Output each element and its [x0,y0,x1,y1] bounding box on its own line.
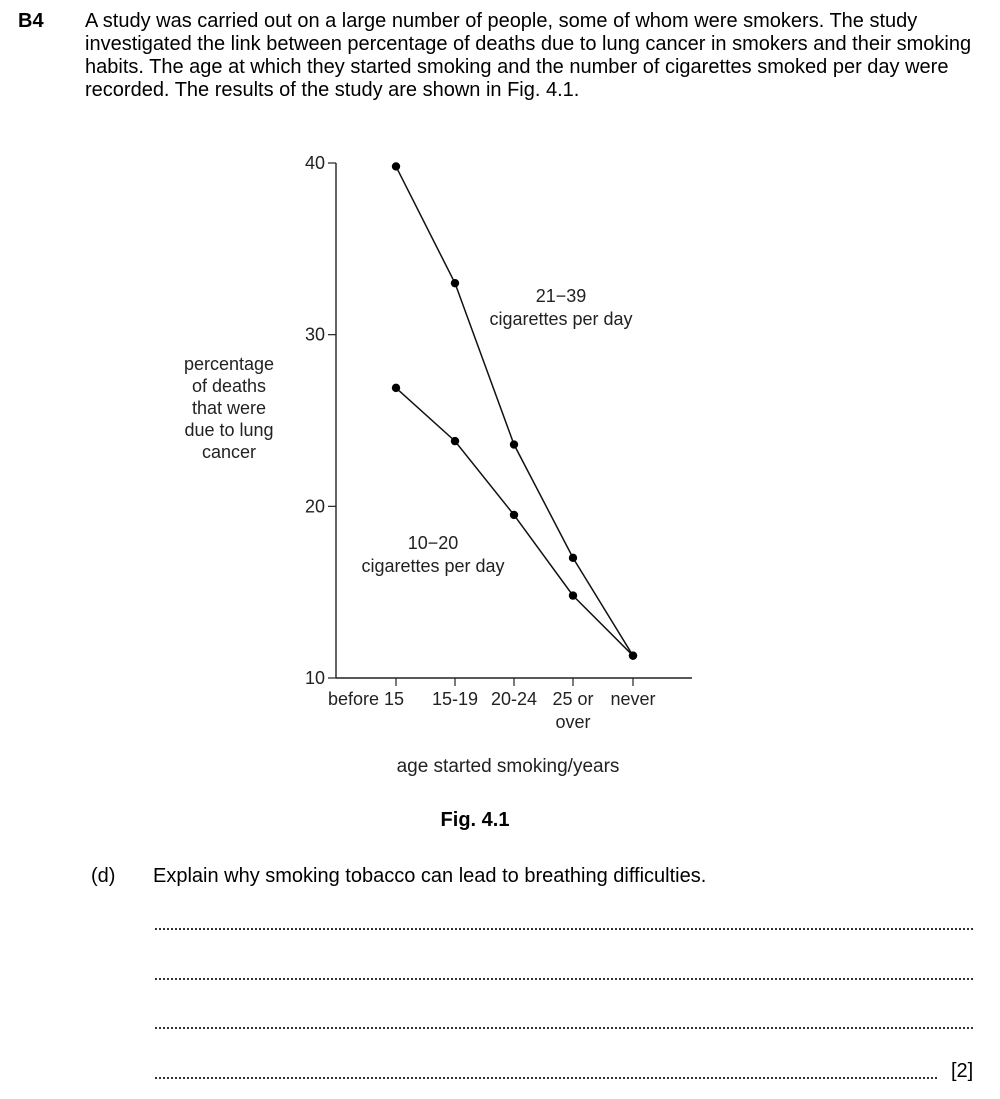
series-1-point-1 [451,279,459,287]
x-tick-label-0: before 15 [327,689,405,709]
series-1-point-0 [392,162,400,170]
y-axis-label-line-5: cancer [201,442,257,462]
chart-series [392,162,637,660]
series-line-1 [396,166,633,655]
series-2-label-line-2: cigarettes per day [361,556,505,576]
answer-line-3[interactable] [155,1027,973,1029]
y-tick-label-20: 20 [304,496,325,517]
series-2-label-line-1: 10−20 [407,533,459,553]
y-tick-label-40: 40 [304,153,325,173]
figure-caption: Fig. 4.1 [440,809,510,831]
answer-line-1[interactable] [155,928,973,930]
series-line-2 [396,388,633,656]
series-2-point-0 [392,384,400,392]
series-2-point-1 [451,437,459,445]
x-tick-label-1: 15-19 [431,689,479,709]
x-tick-label-3: 25 or [552,689,594,709]
x-axis-label: age started smoking/years [396,756,620,777]
y-axis-label-line-3: that were [191,398,267,418]
y-tick-label-30: 30 [304,324,325,345]
series-1-point-2 [510,440,518,448]
y-axis-label-line-1: percentage [183,354,275,374]
answer-line-4[interactable] [155,1077,937,1079]
y-tick-label-10: 10 [304,668,325,688]
chart-axes [305,153,692,732]
x-tick-label-4: never [610,689,656,709]
part-d-label: (d) [91,865,116,887]
part-d-question: Explain why smoking tobacco can lead to breathing difficulties. [153,865,707,887]
question-number: B4 [18,10,44,32]
y-axis-label-line-4: due to lung [184,420,274,440]
answer-line-2[interactable] [155,978,973,980]
x-tick-label-2: 20-24 [490,689,538,709]
series-1-label-line-1: 21−39 [535,286,587,306]
question-intro: A study was carried out on a large number of people, some of whom were smokers. The study investigated the link between percentage of deaths due to lung cancer in smokers and their smoking habits. The age at which they started smoking and the number of cigarettes smoked per day were recorded. The results of the study are shown in Fig. 4.1. [85,10,972,101]
series-1-point-3 [569,554,577,562]
series-2-point-4 [629,651,637,659]
series-2-point-3 [569,591,577,599]
x-tick-label-3-line-2: over [555,712,591,732]
series-1-label-line-2: cigarettes per day [489,309,633,329]
marks-allocation: [2] [951,1060,974,1082]
y-axis-label-line-2: of deaths [191,376,267,396]
series-2-point-2 [510,511,518,519]
